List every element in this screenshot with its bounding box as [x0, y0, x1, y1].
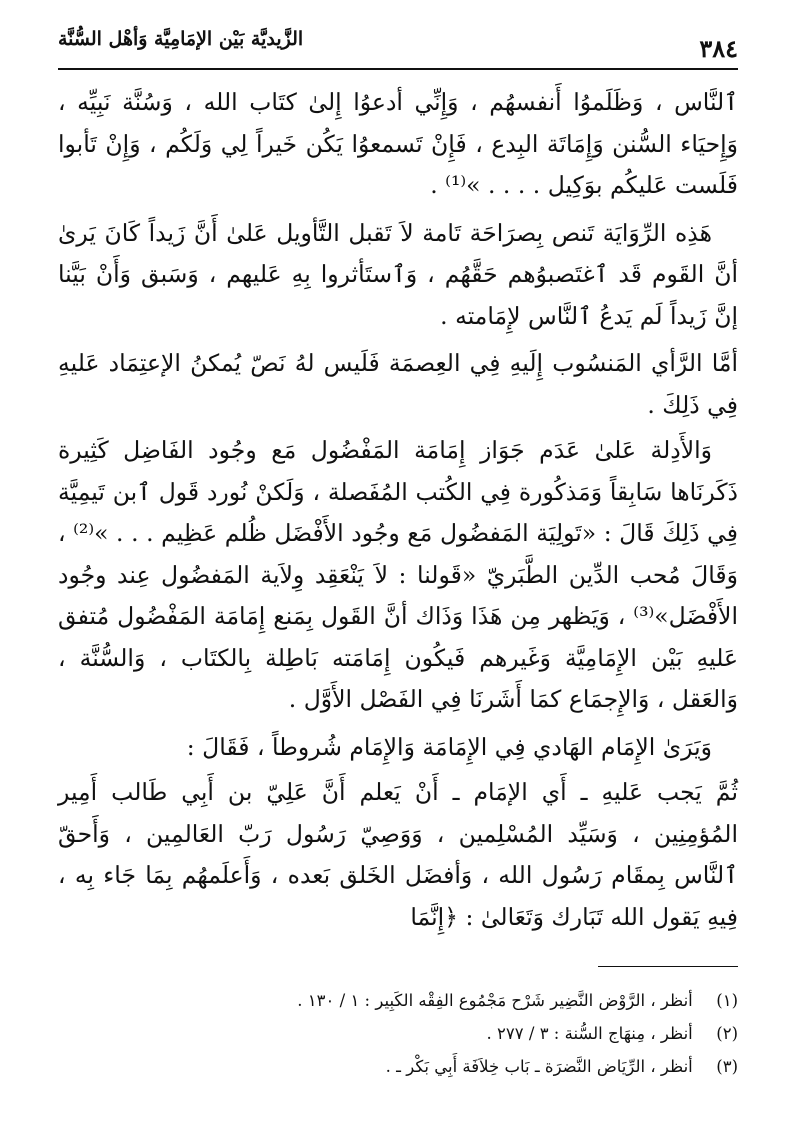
paragraph: ٱلنَّاس ، وَظَلَموُا أَنفسهُم ، وَإِنِّي أدعوُا إِلىٰ كتَاب الله ، وَسُنَّة نَبِيِّه ، وَإِحيَاء السُّنن وَإِمَاتَة البِدع ، فَإِنْ تَسمعوُا يَكُن خَيراً لِي وَلَكُم ، وَإِنْ تَأبوا فَلَست عَليكُم بوَكِيل . . . . »⁽¹⁾ . [58, 88, 738, 199]
footnote-text: أنظر ، مِنهَاج السُّنة : ٣ / ٢٧٧ . [486, 1024, 693, 1043]
footnote-number: (١) [716, 991, 738, 1010]
footnote [58, 1050, 738, 1083]
footnote-divider [598, 966, 738, 967]
paragraph: هَذِه الرِّوَايَة تَنص بِصرَاحَة تَامة لاَ تَقبل التَّأويل عَلىٰ أَنَّ زَيداً كَانَ يَرىٰ أنَّ القَوم قَد ٱغتَصبوُهم حَقَّهُم ، وَٱستَأثروا بِهِ عَليهم ، وَسَبق وَأَنْ بَيَّنا إنَّ زَيداً لَم يَدعُ ٱلنَّاس لإِمَامته . [58, 218, 738, 330]
footnote-text: أنظر ، الرِّيَاض النَّضرَة ـ بَاب خِلاَفَة أَبِي بَكْر ـ . [385, 1057, 693, 1076]
footnote-text: أنظر ، الرَّوْض النَّضِير شَرْح مَجْمُوع الفِقْه الكَبِير : ١ / ١٣٠ . [297, 991, 693, 1010]
running-title: الزَّيديَّة بَيْن الإمَامِيَّة وَأهْل السُّنَّة [58, 28, 304, 50]
footnote-number: (٢) [716, 1024, 738, 1043]
footnote-number: (٣) [716, 1057, 738, 1076]
paragraph: وَيَرَىٰ الإِمَام الهَادي فِي الإِمَامَة وَالإِمَام شُروطاً ، فَقَالَ : [186, 732, 712, 761]
paragraph: وَالأَدِلة عَلىٰ عَدَم جَوَاز إِمَامَة المَفْضُول مَع وجُود الفَاضِل كَثِيرة ذَكَرنَاها سَابِقاً وَمَذكُورة فِي الكُتب المُفَصلة ، وَلَكنْ نُورد قَول ٱبن تَيمِيَّة فِي ذَلِكَ قَالَ : «تَولِيَة المَفضُول مَع وجُود الأَفْضَل ظُلم عَظِيم . . . »⁽²⁾ ، وَقَالَ مُحب الدِّين الطَّبَريّ «قَولنا : لاَ يَنْعَقِد وِلاَية المَفضُول عِند وجُود الأَفْضَل»⁽³⁾ ، وَيَظهر مِن هَذَا وَذَاك أنَّ القَول بِمَنع إِمَامَة المَفْضُول مُتفق عَليهِ بَيْن الإِمَامِيَّة وَغَيرهم فَيكُون إِمَامَته بَاطِلة بِالكتَاب ، وَالسُّنَّة ، وَالعَقل ، وَالإِجمَاع كمَا أَشَرنَا فِي الفَصْل الأَوَّل . [58, 436, 739, 713]
footnotes [58, 984, 738, 1083]
page-header [58, 22, 738, 70]
footnote [58, 1017, 738, 1050]
page-number: ٣٨٤ [699, 34, 738, 63]
footnote [58, 984, 738, 1017]
paragraph: أمَّا الرَّأي المَنسُوب إِلَيهِ فِي العِصمَة فَلَيس لهُ نَصّ يُمكنُ الإعتِمَاد عَليهِ فِي ذَلِكَ . [58, 349, 738, 419]
main-text [58, 82, 738, 944]
paragraph: ثُمَّ يَجب عَليهِ ـ أَي الإمَام ـ أَنْ يَعلم أَنَّ عَلِيّ بن أَبِي طَالب أَمِير المُؤمِنِين ، وَسَيِّد المُسْلِمين ، وَوَصِيّ رَسُول رَبّ العَالمِين ، وَأَحقّ ٱلنَّاس بِمقَام رَسُول الله ، وَأفضَل الخَلق بَعده ، وَأَعلَمهُم بِمَا جَاء بِه ، فِيهِ يَقول الله تَبَارك وَتَعَالىٰ : ﴿إِنَّمَا [58, 778, 738, 931]
